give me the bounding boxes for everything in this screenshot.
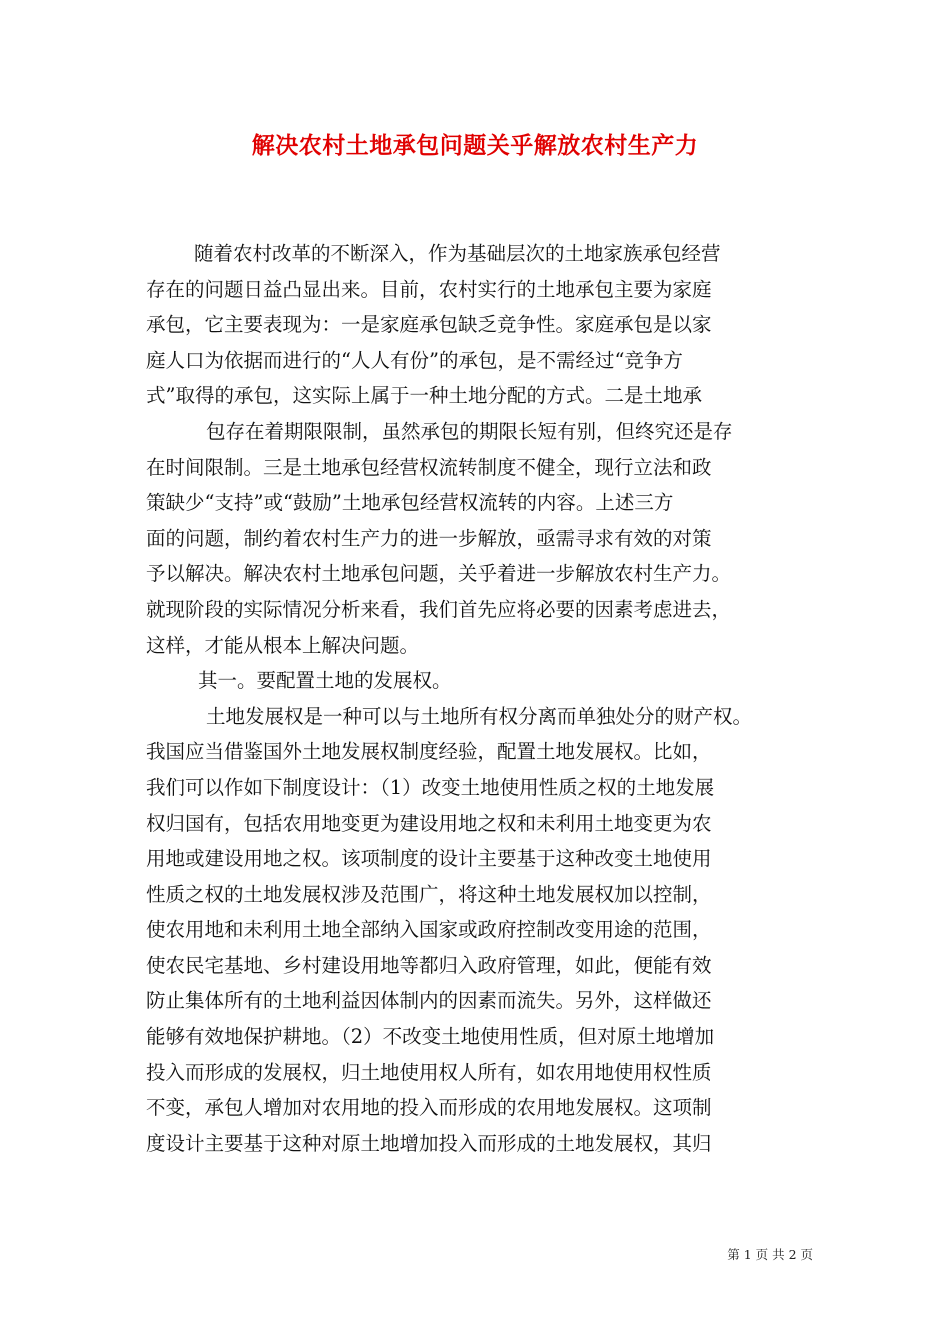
text-line: 策缺少“支持”或“鼓励”土地承包经营权流转的内容。上述三方 <box>146 491 674 515</box>
page-number-footer: 第 1 页 共 2 页 <box>727 1247 813 1262</box>
text-line: 就现阶段的实际情况分析来看，我们首先应将必要的因素考虑进去， <box>146 597 732 621</box>
section-heading: 其一。要配置土地的发展权。 <box>198 669 452 693</box>
text-line: 庭人口为依据而进行的“人人有份”的承包，是不需经过“竞争方 <box>146 348 683 372</box>
document-title: 解决农村土地承包问题关乎解放农村生产力 <box>251 132 699 159</box>
text-line: 权归国有，包括农用地变更为建设用地之权和未利用土地变更为农 <box>146 811 712 835</box>
text-line: 不变，承包人增加对农用地的投入而形成的农用地发展权。这项制 <box>146 1096 712 1120</box>
text-line: 随着农村改革的不断深入，作为基础层次的土地家族承包经营 <box>194 242 721 265</box>
text-line: 用地或建设用地之权。该项制度的设计主要基于这种改变土地使用 <box>146 847 712 871</box>
text-line: 存在的问题日益凸显出来。目前，农村实行的土地承包主要为家庭 <box>146 277 712 301</box>
document-body <box>146 236 812 1161</box>
text-line: 承包，它主要表现为：一是家庭承包缺乏竞争性。家庭承包是以家 <box>146 313 712 337</box>
text-line: 式”取得的承包，这实际上属于一种土地分配的方式。二是土地承 <box>146 384 702 408</box>
text-line: 投入而形成的发展权，归土地使用权人所有，如农用地使用权性质 <box>146 1060 712 1084</box>
text-line: 性质之权的土地发展权涉及范围广，将这种土地发展权加以控制， <box>146 882 712 906</box>
text-line: 面的问题，制约着农村生产力的进一步解放，亟需寻求有效的对策 <box>146 526 712 550</box>
text-line: 能够有效地保护耕地。（2）不改变土地使用性质，但对原土地增加 <box>146 1025 715 1049</box>
text-line: 我们可以作如下制度设计：（1）改变土地使用性质之权的土地发展 <box>146 775 715 799</box>
text-line: 土地发展权是一种可以与土地所有权分离而单独处分的财产权。 <box>206 704 753 728</box>
text-line: 使农用地和未利用土地全部纳入国家或政府控制改变用途的范围， <box>146 918 712 942</box>
text-line: 防止集体所有的土地利益因体制内的因素而流失。另外，这样做还 <box>146 989 712 1013</box>
text-line: 在时间限制。三是土地承包经营权流转制度不健全，现行立法和政 <box>146 455 712 479</box>
text-line: 包存在着期限限制，虽然承包的期限长短有别，但终究还是存 <box>206 419 733 443</box>
text-line: 这样，才能从根本上解决问题。 <box>146 633 420 657</box>
text-line: 使农民宅基地、乡村建设用地等都归入政府管理，如此，便能有效 <box>146 953 712 977</box>
text-line: 我国应当借鉴国外土地发展权制度经验，配置土地发展权。比如， <box>146 740 712 764</box>
text-line: 予以解决。解决农村土地承包问题，关乎着进一步解放农村生产力。 <box>146 562 732 586</box>
text-line: 度设计主要基于这种对原土地增加投入而形成的土地发展权，其归 <box>146 1131 712 1155</box>
